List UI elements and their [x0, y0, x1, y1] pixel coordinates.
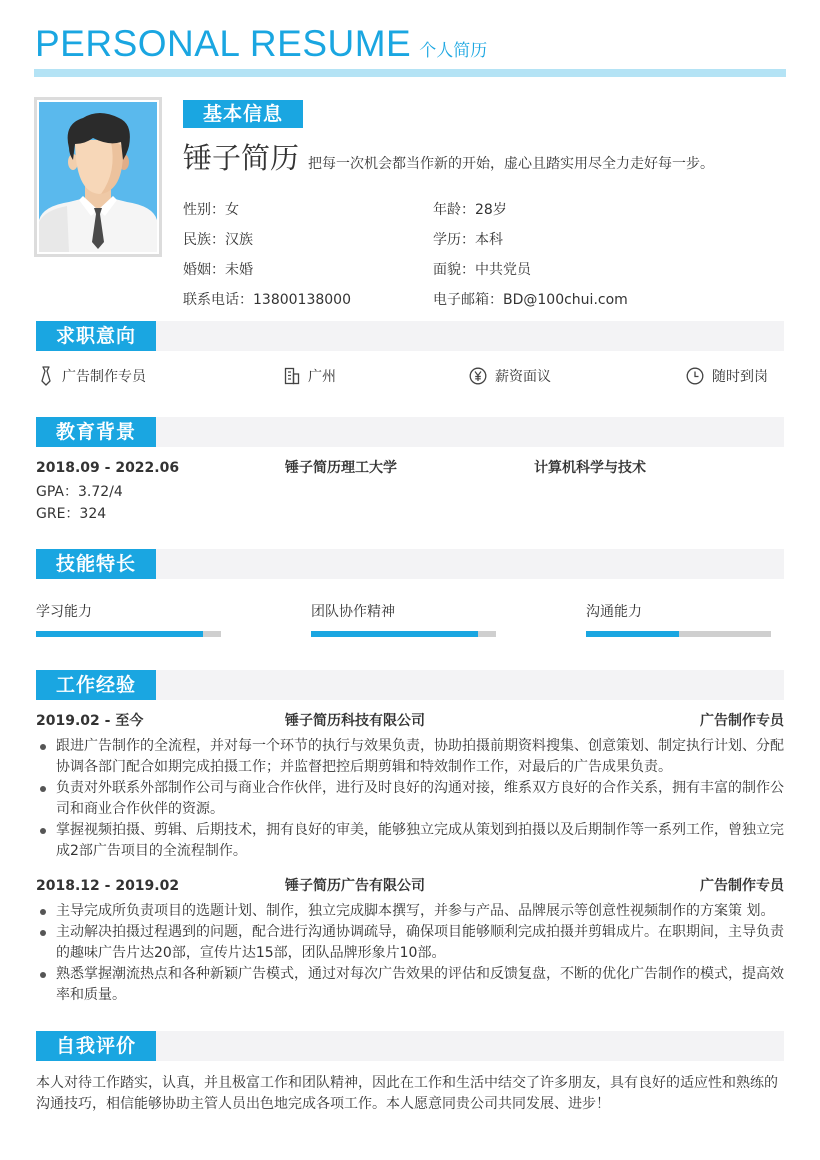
skill-bar-fill [36, 631, 203, 637]
education-school: 锤子简历理工大学 [285, 460, 397, 476]
clock-icon [686, 367, 704, 385]
info-gender: 性别：女 [183, 202, 239, 218]
candidate-motto: 把每一次机会都当作新的开始，虚心且踏实用尽全力走好每一步。 [308, 156, 714, 172]
intent-position-text: 广告制作专员 [62, 369, 146, 385]
tie-icon [38, 366, 54, 386]
info-education: 学历：本科 [433, 232, 503, 248]
intent-availability-text: 随时到岗 [712, 369, 768, 385]
info-marital: 婚姻：未婚 [183, 262, 253, 278]
section-header-skills [36, 549, 784, 579]
job-role: 广告制作专员 [700, 878, 784, 894]
education-period: 2018.09 - 2022.06 [36, 460, 180, 476]
info-political: 面貌：中共党员 [433, 262, 531, 278]
resume-title [35, 22, 487, 66]
skill-bar [586, 631, 771, 637]
intent-city-text: 广州 [308, 369, 336, 385]
section-label-basic: 基本信息 [183, 100, 303, 128]
info-ethnicity: 民族：汉族 [183, 232, 253, 248]
list-item: 掌握视频拍摄、剪辑、后期技术，拥有良好的审美，能够独立完成从策划到拍摄以及后期制作等一系列工作，曾独立完成2部广告项目的全流程制作。 [36, 820, 786, 862]
education-gpa: GPA：3.72/4 [36, 484, 123, 500]
self-evaluation-text: 本人对待工作踏实，认真，并且极富工作和团队精神，因此在工作和生活中结交了许多朋友，具有良好的适应性和熟练的沟通技巧，相信能够协助主管人员出色地完成各项工作。本人愿意同贵公司共同发展、进步！ [36, 1075, 778, 1112]
list-item: 负责对外联系外部制作公司与商业合作伙伴，进行及时良好的沟通对接，维系双方良好的合作关系，拥有丰富的制作公司和商业合作伙伴的资源。 [36, 778, 786, 820]
list-item: 熟悉掌握潮流热点和各种新颖广告模式，通过对每次广告效果的评估和反馈复盘，不断的优化广告制作的模式，提高效率和质量。 [36, 964, 786, 1006]
intent-position [38, 366, 146, 386]
candidate-name: 锤子简历 [183, 141, 300, 175]
section-label-skills: 技能特长 [36, 549, 156, 579]
job-company: 锤子简历科技有限公司 [285, 713, 425, 729]
profile-photo [34, 97, 162, 257]
section-header-work [36, 670, 784, 700]
section-label-intent: 求职意向 [36, 321, 156, 351]
section-label-work: 工作经验 [36, 670, 156, 700]
intent-salary [469, 366, 551, 386]
section-label-education: 教育背景 [36, 417, 156, 447]
section-header-intent [36, 321, 784, 351]
skill-bar-fill [311, 631, 478, 637]
title-subtitle: 个人简历 [419, 41, 488, 61]
education-major: 计算机科学与技术 [534, 460, 646, 476]
job-duties [36, 901, 786, 1006]
skill-bar [36, 631, 221, 637]
job-period: 2019.02 - 至今 [36, 713, 144, 729]
intent-salary-text: 薪资面议 [495, 369, 551, 385]
list-item: 跟进广告制作的全流程，并对每一个环节的执行与效果负责，协助拍摄前期资料搜集、创意策划、制定执行计划、分配协调各部门配合如期完成拍摄工作；并监督把控后期剪辑和特效制作工作，对最后的广告成果负责。 [36, 736, 786, 778]
info-age: 年龄：28岁 [433, 202, 507, 218]
skill-name: 沟通能力 [586, 604, 642, 620]
skill-name: 团队协作精神 [311, 604, 395, 620]
skill-bar-fill [586, 631, 679, 637]
list-item: 主动解决拍摄过程遇到的问题，配合进行沟通协调疏导，确保项目能够顺利完成拍摄并剪辑成片。在职期间，主导负责的趣味广告片达20部，宣传片达15部，团队品牌形象片10部。 [36, 922, 786, 964]
section-header-education [36, 417, 784, 447]
intent-city [284, 366, 336, 386]
section-label-self: 自我评价 [36, 1031, 156, 1061]
skill-bar [311, 631, 496, 637]
job-role: 广告制作专员 [700, 713, 784, 729]
education-gre: GRE：324 [36, 506, 107, 522]
avatar-icon [39, 102, 157, 252]
job-company: 锤子简历广告有限公司 [285, 878, 425, 894]
info-phone: 联系电话：13800138000 [183, 292, 351, 308]
info-email: 电子邮箱：BD@100chui.com [433, 292, 628, 308]
job-period: 2018.12 - 2019.02 [36, 878, 180, 894]
section-header-self [36, 1031, 784, 1061]
list-item: 主导完成所负责项目的选题计划、制作，独立完成脚本撰写，并参与产品、品牌展示等创意性视频制作的方案策 划。 [36, 901, 786, 922]
title-main: PERSONAL RESUME [35, 23, 412, 64]
building-icon [284, 367, 300, 385]
intent-availability [686, 366, 768, 386]
yen-coin-icon [469, 367, 487, 385]
job-duties [36, 736, 786, 862]
skill-name: 学习能力 [36, 604, 92, 620]
title-underline [34, 69, 786, 77]
